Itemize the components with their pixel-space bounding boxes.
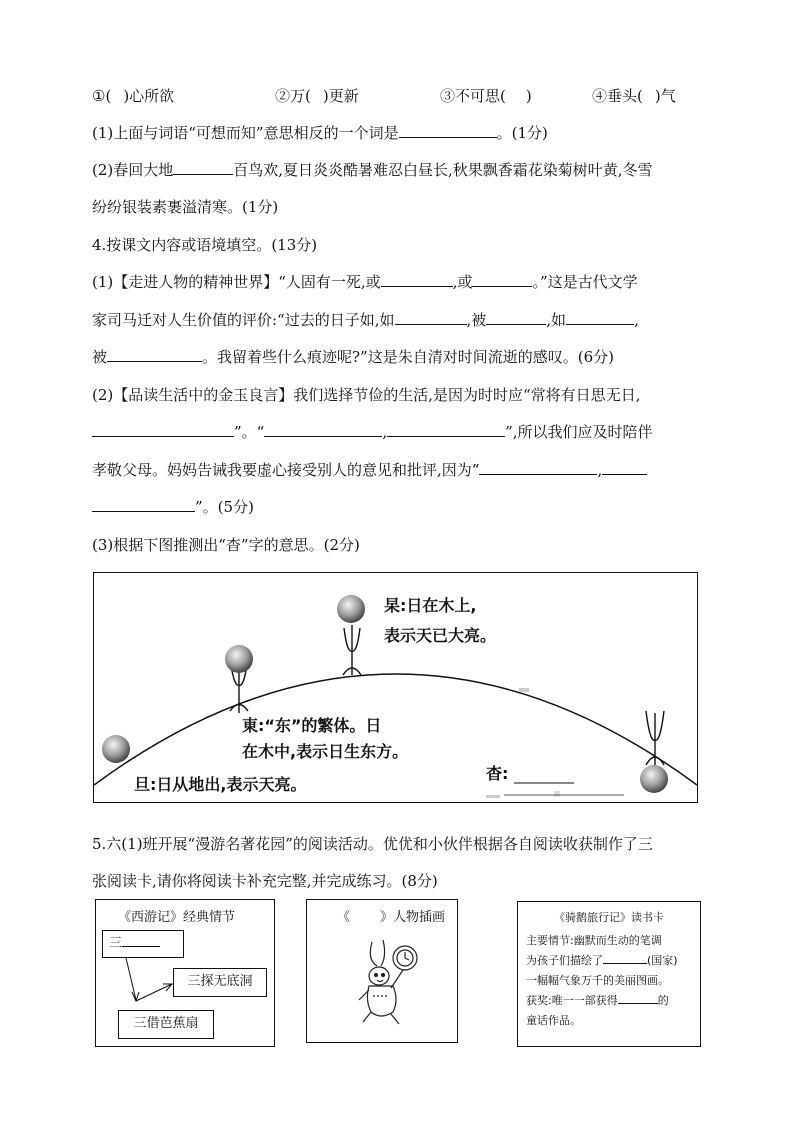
answer-blank[interactable] [399,123,497,138]
option-1: ①( )心所欲 [92,87,175,105]
answer-blank[interactable] [92,497,195,512]
card-title: 《西游记》经典情节 [118,910,236,925]
plot-box-bottomless-cave: 三探无底洞 [173,968,267,997]
question-4-2-line4: ”。(5分) [92,497,254,517]
question-4-title: 4.按课文内容或语境填空。(13分) [92,236,318,254]
sun-icon [102,735,130,763]
card-line: 为孩子们描绘了 (国家) [526,954,678,967]
answer-blank[interactable] [107,347,202,362]
character-illustration [93,572,698,803]
answer-blank[interactable] [618,993,658,1004]
card-title: 《 》人物插画 [337,910,446,925]
answer-blank[interactable] [381,272,453,287]
card-line: 一幅幅气象万千的美丽图画。 [526,974,669,987]
dong-line-1: 東:“东”的繁体。日 [242,716,382,735]
question-4-1-line2: 家司马迁对人生价值的评价:“过去的日子如,如 ,被 ,如 , [92,311,639,329]
question-4-3: (3)根据下图推测出“杳”字的意思。(2分) [92,536,360,554]
guo-line-1: 杲:日在木上, [384,596,477,615]
question-2-line2: 纷纷银装素裹溢清寒。(1分) [92,198,279,216]
question-5-line2: 张阅读卡,请你将阅读卡补充完整,并完成练习。(8分) [92,872,438,890]
reading-card-nils [517,901,701,1047]
card-line: 主要情节:幽默而生动的笔调 [526,934,662,947]
question-4-1-line3: 被 。我留着些什么痕迹呢?”这是朱自清对时间流逝的感叹。(6分) [92,348,614,366]
answer-blank[interactable] [264,422,382,437]
answer-blank[interactable] [387,422,505,437]
dan-line: 旦:日从地出,表示天亮。 [134,775,307,794]
dong-line-2: 在木中,表示日生东方。 [242,742,409,761]
answer-blank[interactable] [479,460,597,475]
tree-icon [343,625,361,675]
rabbit-with-watch-icon [307,900,457,1042]
answer-blank[interactable] [173,160,233,175]
card-title: 《骑鹅旅行记》读书卡 [554,911,664,924]
answer-blank[interactable] [395,310,467,325]
card-line: 获奖:唯一一部获得 的 [526,994,669,1007]
answer-blank[interactable] [602,460,647,475]
question-2: (2)春回大地 百鸟欢,夏日炎炎酷暑难忍白昼长,秋果飘香霜花染菊树叶黄,冬雪 [92,161,653,179]
reading-card-journey-west [95,899,275,1047]
question-4-2: (2)【品读生活中的金玉良言】我们选择节俭的生活,是因为时时应“常将有日思无日, [92,386,641,404]
answer-blank[interactable] [603,953,647,964]
question-1: (1)上面与词语“可想而知”意思相反的一个词是 。(1分) [92,124,548,142]
answer-blank[interactable] [486,310,546,325]
answer-blank[interactable] [92,422,234,437]
option-2: ②万( )更新 [275,87,359,105]
answer-blank[interactable] [566,310,634,325]
plot-box-banana-fan: 三借芭蕉扇 [118,1010,214,1039]
card-line: 童话作品。 [526,1014,581,1027]
yao-label: 杳: [486,764,509,783]
hill-curve-icon [94,674,697,785]
sun-icon [337,595,365,623]
sun-icon [640,765,668,793]
question-4-2-line2: ”。“ , ”,所以我们应及时陪伴 [92,422,653,442]
sun-icon [225,645,253,673]
reading-card-illustration [306,899,458,1043]
guo-line-2: 表示天已大亮。 [384,626,497,645]
plot-box-blank[interactable]: 三 [102,930,184,958]
question-4-1: (1)【走进人物的精神世界】“人固有一死,或 ,或 。”这是古代文学 [92,273,638,291]
tree-icon [646,711,664,765]
question-4-2-line3: 孝敬父母。妈妈告诫我要虚心接受别人的意见和批评,因为“ , [92,460,647,480]
option-4: ④垂头( )气 [592,87,676,105]
question-5: 5.六(1)班开展“漫游名著花园”的阅读活动。优优和小伙伴根据各自阅读收获制作了三 [92,835,653,853]
answer-blank[interactable] [472,272,532,287]
option-3: ③不可思( ) [440,87,532,105]
